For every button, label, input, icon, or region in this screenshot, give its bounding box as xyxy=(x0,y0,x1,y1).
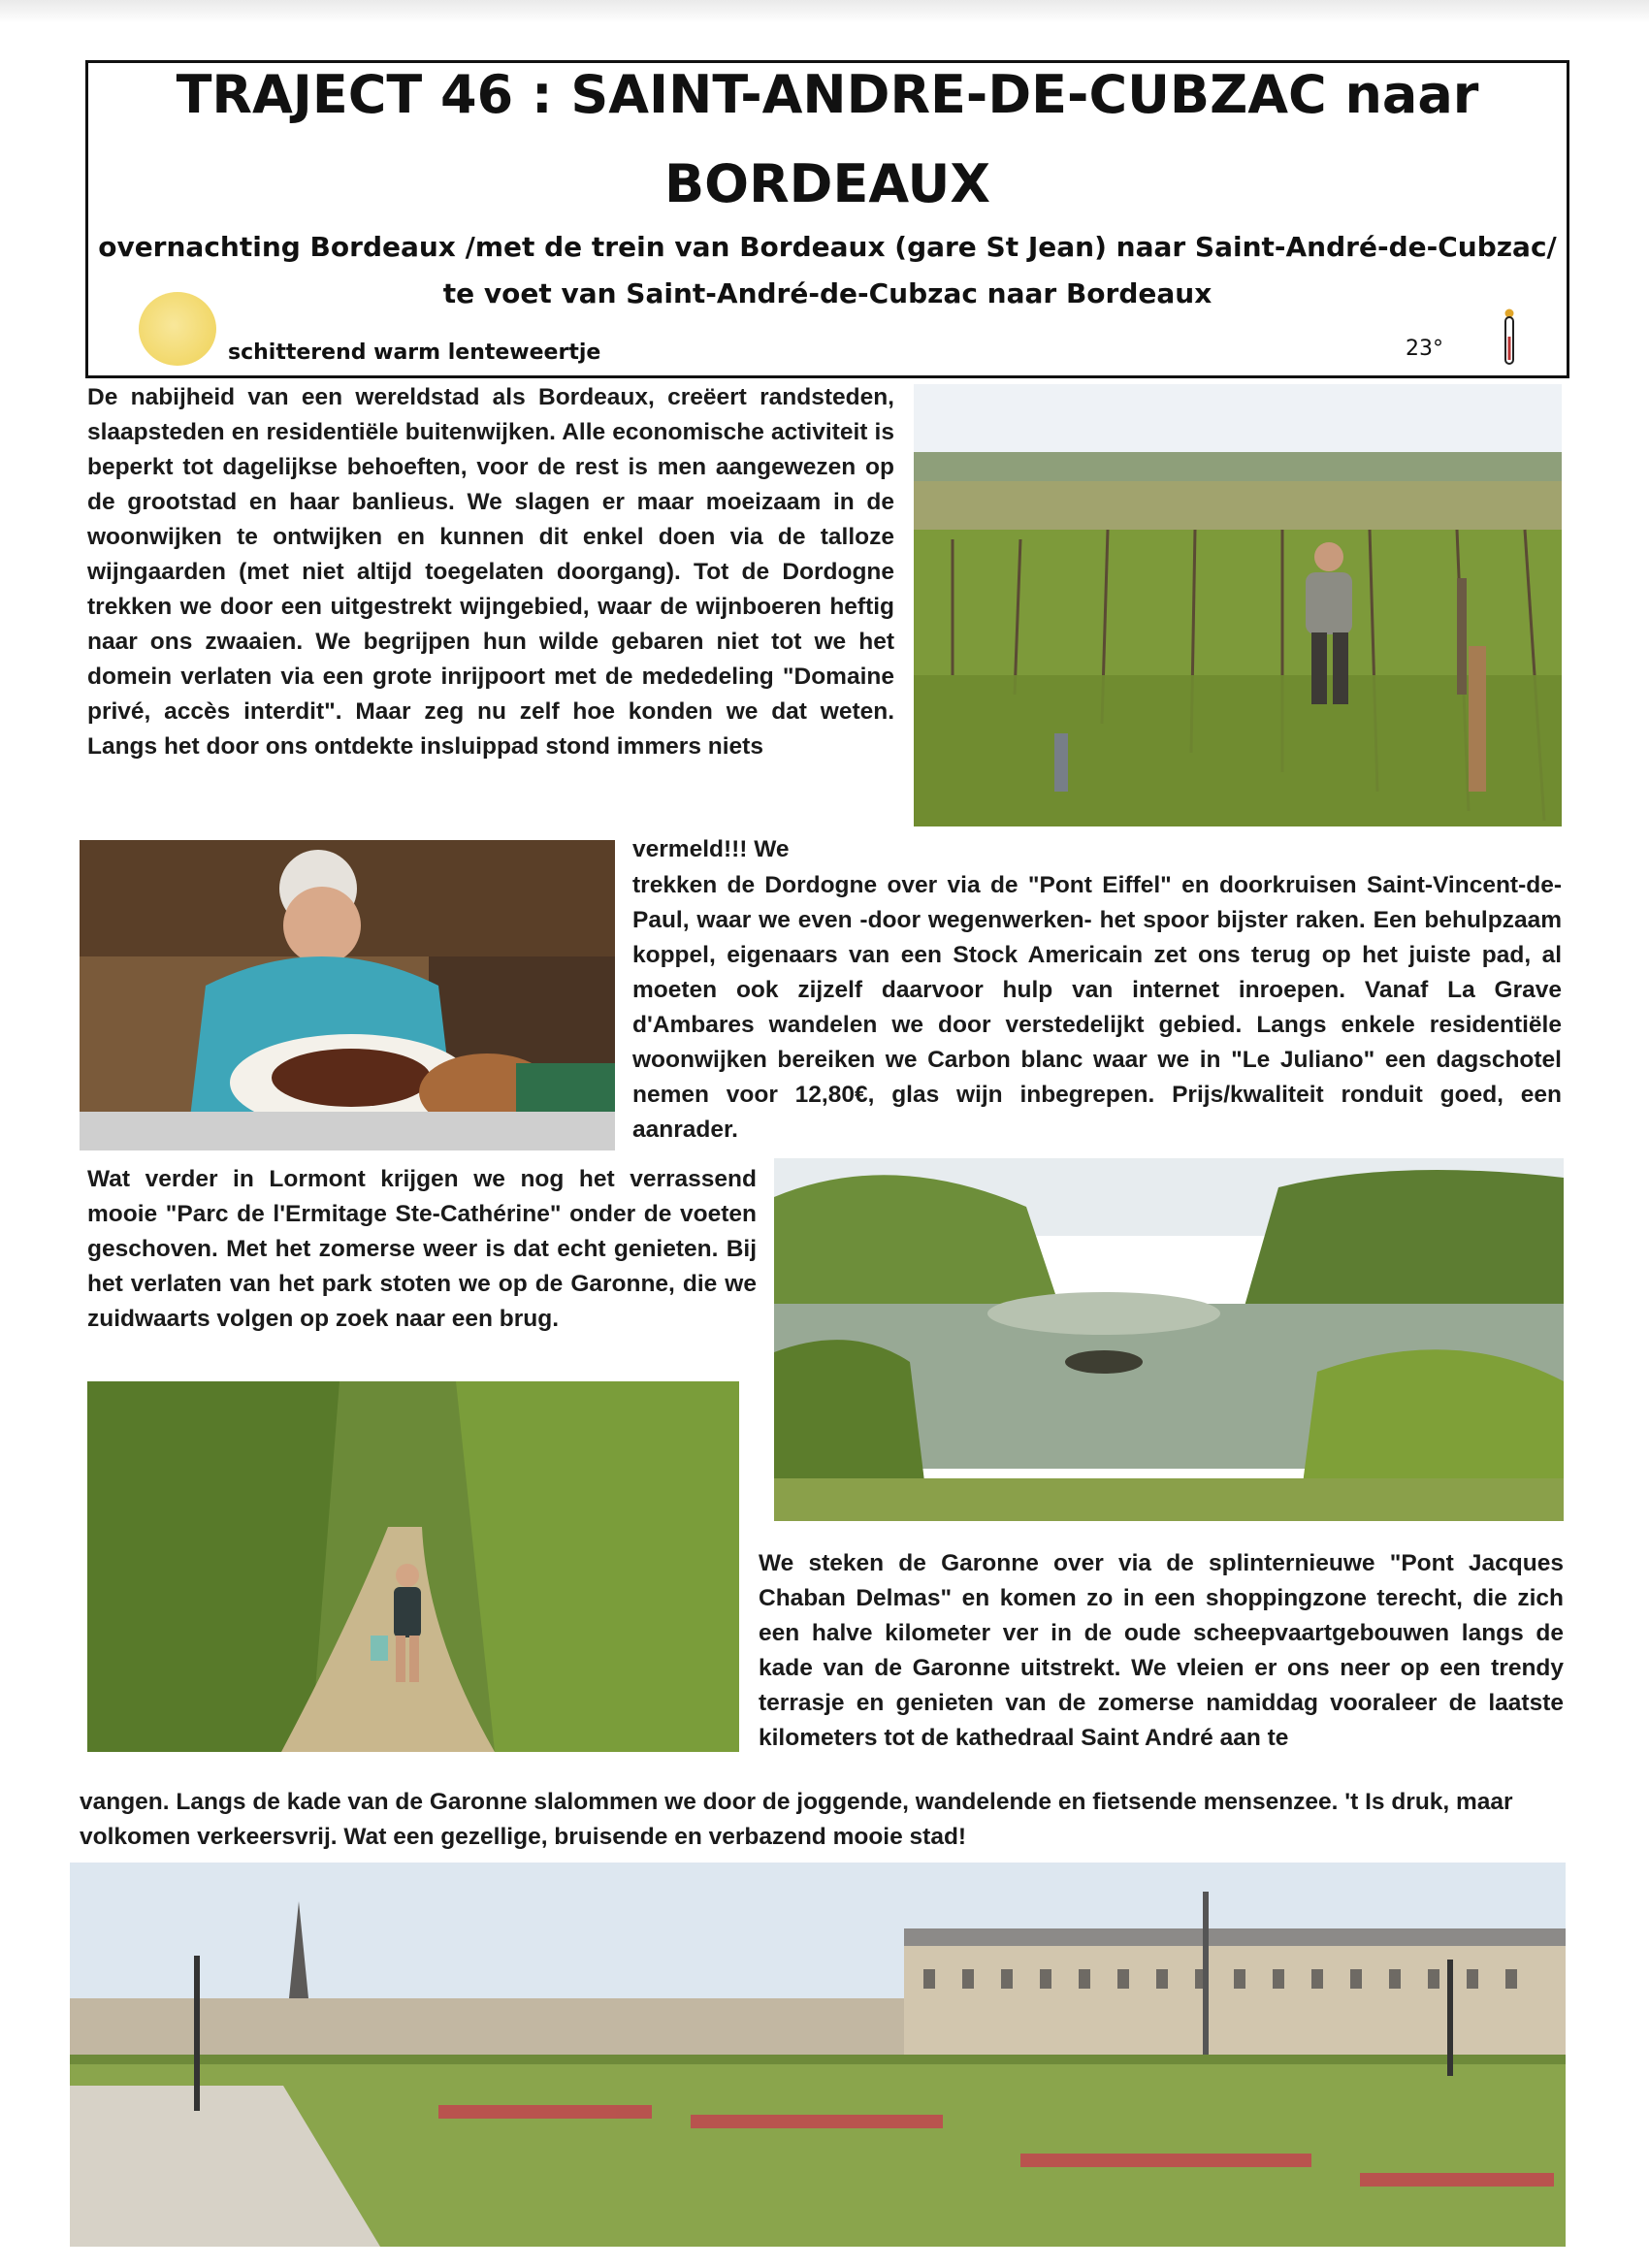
paragraph-bordeaux-quay: vangen. Langs de kade van de Garonne slalommen we door de joggende, wandelende en fietsende mensenzee. 't Is druk, maar volkomen verkeersvrij. Wat een gezellige, bruisende en verbazend mooie stad! xyxy=(80,1789,1513,1850)
photo-lunch-dish xyxy=(80,840,615,1150)
page-title-line2: BORDEAUX xyxy=(664,153,990,214)
photo-park-pond xyxy=(774,1158,1564,1521)
page-top-edge xyxy=(0,0,1649,23)
photo-forest-path xyxy=(87,1381,739,1752)
subtitle-line1: overnachting Bordeaux /met de trein van Bordeaux (gare St Jean) naar Saint-André-de-Cubzac/ xyxy=(98,231,1557,263)
thermometer-icon xyxy=(1501,308,1518,368)
header-box xyxy=(85,60,1569,378)
paragraph-lormont: Wat verder in Lormont krijgen we nog het verrassend mooie "Parc de l'Ermitage Ste-Cathérine" onder de voeten geschoven. Met het zomerse weer is dat echt genieten. Bij het verlaten van het park stoten we op de Garonne, die we zuidwaarts volgen op zoek naar een brug. xyxy=(87,1166,757,1332)
temperature: 23° xyxy=(1406,337,1443,361)
photo-bordeaux-panorama xyxy=(70,1863,1566,2247)
weather-description: schitterend warm lenteweertje xyxy=(228,340,601,365)
photo-vineyard-walker xyxy=(914,384,1562,826)
sun-icon xyxy=(139,292,216,366)
paragraph-dordogne: trekken de Dordogne over via de "Pont Eiffel" en doorkruisen Saint-Vincent-de-Paul, waar we even -door wegenwerken- het spoor bijster raken. Een behulpzaam koppel, eigenaars van een Stock Americain zet ons terug op het juiste pad, al moeten ook zijzelf daarvoor hulp van internet inroepen. Vanaf La Grave d'Ambares wandelen we door verstedelijkt gebied. Langs enkele residentiële woonwijken bereiken we Carbon blanc waar we in "Le Juliano" een dagschotel nemen voor 12,80€, glas wijn inbegrepen. Prijs/kwaliteit ronduit goed, een aanrader. xyxy=(632,872,1562,1143)
paragraph-vermeld: vermeld!!! We xyxy=(632,836,790,862)
page-title: TRAJECT 46 : SAINT-ANDRE-DE-CUBZAC naar xyxy=(176,64,1479,125)
paragraph-intro: De nabijheid van een wereldstad als Bordeaux, creëert randsteden, slaapsteden en residentiële buitenwijken. Alle economische activiteit is beperkt tot dagelijkse behoeften, voor de rest is men aangewezen op de grootstad en haar banlieus. We slagen er maar moeizaam in de woonwijken te ontwijken en kunnen dit enkel doen via de talloze wijngaarden (met niet altijd toegelaten doorgang). Tot de Dordogne trekken we door een uitgestrekt wijngebied, waar de wijnboeren heftig naar ons zwaaien. We begrijpen hun wilde gebaren niet tot we het domein verlaten via een grote inrijpoort met de mededeling "Domaine privé, accès interdit". Maar zeg nu zelf hoe konden we dat weten. Langs het door ons ontdekte insluippad stond immers niets xyxy=(87,384,894,760)
paragraph-chaban-delmas: We steken de Garonne over via de splinternieuwe "Pont Jacques Chaban Delmas" en komen zo in een shoppingzone terecht, die zich een halve kilometer ver in de oude scheepvaartgebouwen langs de kade van de Garonne uitstrekt. We vleien er ons neer op een trendy terrasje en genieten van de zomerse namiddag vooraleer de laatste kilometers tot de kathedraal Saint André aan te xyxy=(759,1550,1564,1751)
subtitle-line2: te voet van Saint-André-de-Cubzac naar Bordeaux xyxy=(442,277,1212,309)
